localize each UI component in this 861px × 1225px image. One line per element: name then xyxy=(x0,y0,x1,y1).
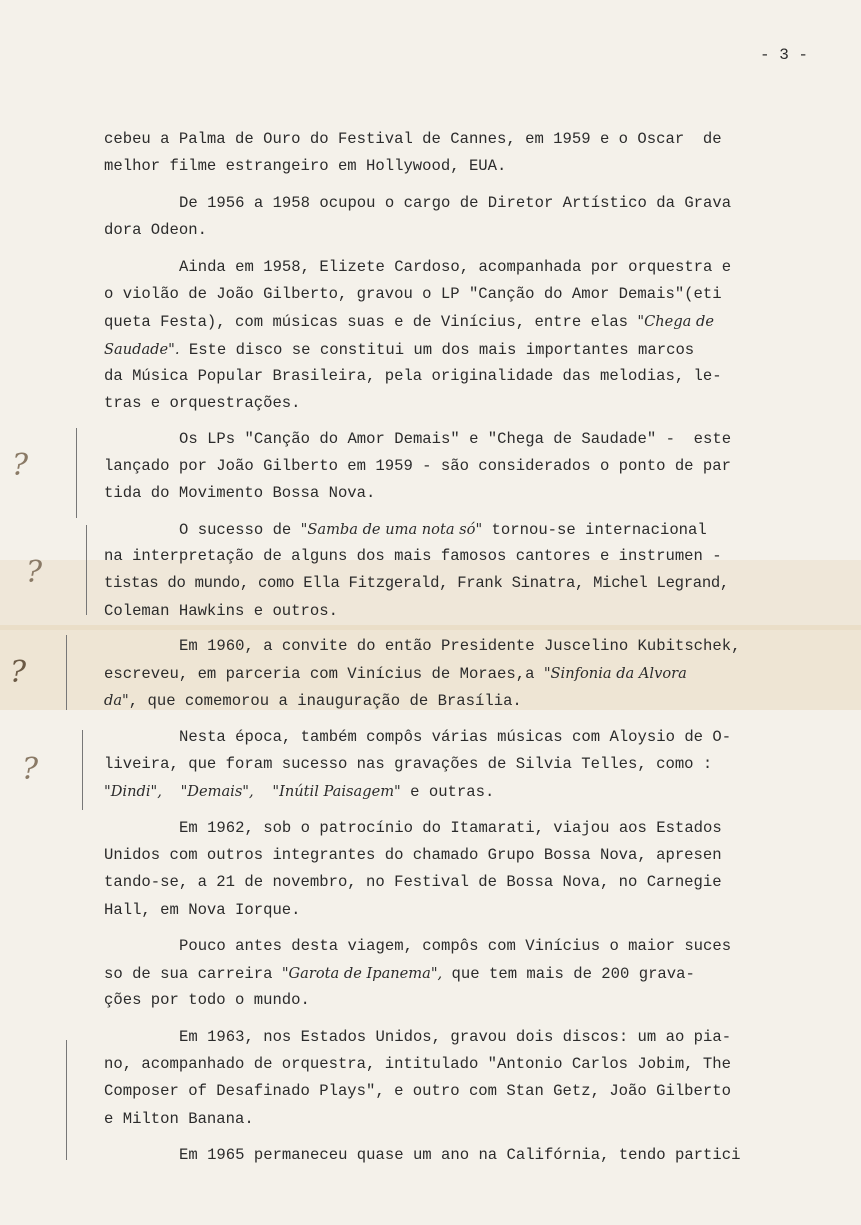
text-line: escreveu, em parceria com Vinícius de Moraes,a "Sinfonia da Alvora xyxy=(104,665,687,684)
paragraph-4 xyxy=(104,426,832,508)
text-line: na interpretação de alguns dos mais famosos cantores e instrumen - xyxy=(104,547,722,566)
text-line: Em 1965 permaneceu quase um ano na Califórnia, tendo partici xyxy=(179,1146,741,1164)
text-line: tando-se, a 21 de novembro, no Festival de Bossa Nova, no Carnegie xyxy=(104,873,722,892)
text-line: dora Odeon. xyxy=(104,221,207,240)
question-mark-icon: ? xyxy=(12,448,29,483)
text-line: da", que comemorou a inauguração de Brasília. xyxy=(104,692,522,711)
text-line: melhor filme estrangeiro em Hollywood, EUA. xyxy=(104,157,507,176)
paragraph-9 xyxy=(104,933,832,1015)
paragraph-10 xyxy=(104,1024,832,1133)
text-line: da Música Popular Brasileira, pela originalidade das melodias, le- xyxy=(104,366,722,385)
text-line: so de sua carreira "Garota de Ipanema", que tem mais de 200 grava- xyxy=(104,965,695,984)
paragraph-5 xyxy=(104,516,832,625)
margin-line xyxy=(76,428,77,518)
text-line: Em 1963, nos Estados Unidos, gravou dois discos: um ao pia- xyxy=(179,1028,732,1046)
text-line: Nesta época, também compôs várias músicas com Aloysio de O- xyxy=(179,728,732,746)
text-line: cebeu a Palma de Ouro do Festival de Cannes, em 1959 e o Oscar de xyxy=(104,130,722,148)
text-line: Em 1960, a convite do então Presidente Juscelino Kubitschek, xyxy=(179,637,741,655)
page-number: - 3 - xyxy=(760,46,809,64)
paragraph-1 xyxy=(104,126,832,180)
text-line: e Milton Banana. xyxy=(104,1109,254,1128)
text-line: Hall, em Nova Iorque. xyxy=(104,900,301,919)
text-line: tras e orquestrações. xyxy=(104,393,301,412)
text-line: Unidos com outros integrantes do chamado Grupo Bossa Nova, apresen xyxy=(104,846,722,865)
question-mark-icon: ? xyxy=(26,555,43,590)
text-line: lançado por João Gilberto em 1959 - são considerados o ponto de par xyxy=(104,457,731,476)
text-line: no, acompanhado de orquestra, intitulado "Antonio Carlos Jobim, The xyxy=(104,1055,731,1074)
text-line: Pouco antes desta viagem, compôs com Vinícius o maior suces xyxy=(179,937,732,955)
text-line: liveira, que foram sucesso nas gravações de Silvia Telles, como : xyxy=(104,755,713,774)
margin-line xyxy=(66,635,67,710)
margin-line xyxy=(82,730,83,810)
margin-line xyxy=(86,525,87,615)
text-line: queta Festa), com músicas suas e de Vinícius, entre elas "Chega de xyxy=(104,313,714,332)
text-line: Saudade". Este disco se constitui um dos mais importantes marcos xyxy=(104,340,695,359)
text-line: De 1956 a 1958 ocupou o cargo de Diretor Artístico da Grava xyxy=(179,194,732,212)
text-line: Em 1962, sob o patrocínio do Itamarati, viajou aos Estados xyxy=(179,819,722,837)
paragraph-3 xyxy=(104,254,832,417)
text-line: tida do Movimento Bossa Nova. xyxy=(104,484,376,503)
text-line: Ainda em 1958, Elizete Cardoso, acompanhada por orquestra e xyxy=(179,258,732,276)
text-line: O sucesso de "Samba de uma nota só" tornou-se internacional xyxy=(179,521,707,539)
text-line: "Dindi", "Demais", "Inútil Paisagem" e outras. xyxy=(104,783,495,802)
paragraph-8 xyxy=(104,815,832,924)
text-line: Os LPs "Canção do Amor Demais" e "Chega de Saudade" - este xyxy=(179,430,732,448)
question-mark-icon: ? xyxy=(22,752,39,787)
paragraph-11 xyxy=(104,1142,832,1169)
text-line: o violão de João Gilberto, gravou o LP "Canção do Amor Demais"(eti xyxy=(104,285,722,304)
question-mark-icon: ? xyxy=(10,655,27,690)
text-line: Coleman Hawkins e outros. xyxy=(104,601,338,620)
text-line: tistas do mundo, como Ella Fitzgerald, Frank Sinatra, Michel Legrand, xyxy=(104,574,729,593)
paragraph-6 xyxy=(104,633,832,715)
text-line: ções por todo o mundo. xyxy=(104,991,310,1010)
paragraph-7 xyxy=(104,724,832,806)
paragraph-2 xyxy=(104,190,832,244)
text-line: Composer of Desafinado Plays", e outro com Stan Getz, João Gilberto xyxy=(104,1082,731,1101)
margin-line xyxy=(66,1040,67,1160)
